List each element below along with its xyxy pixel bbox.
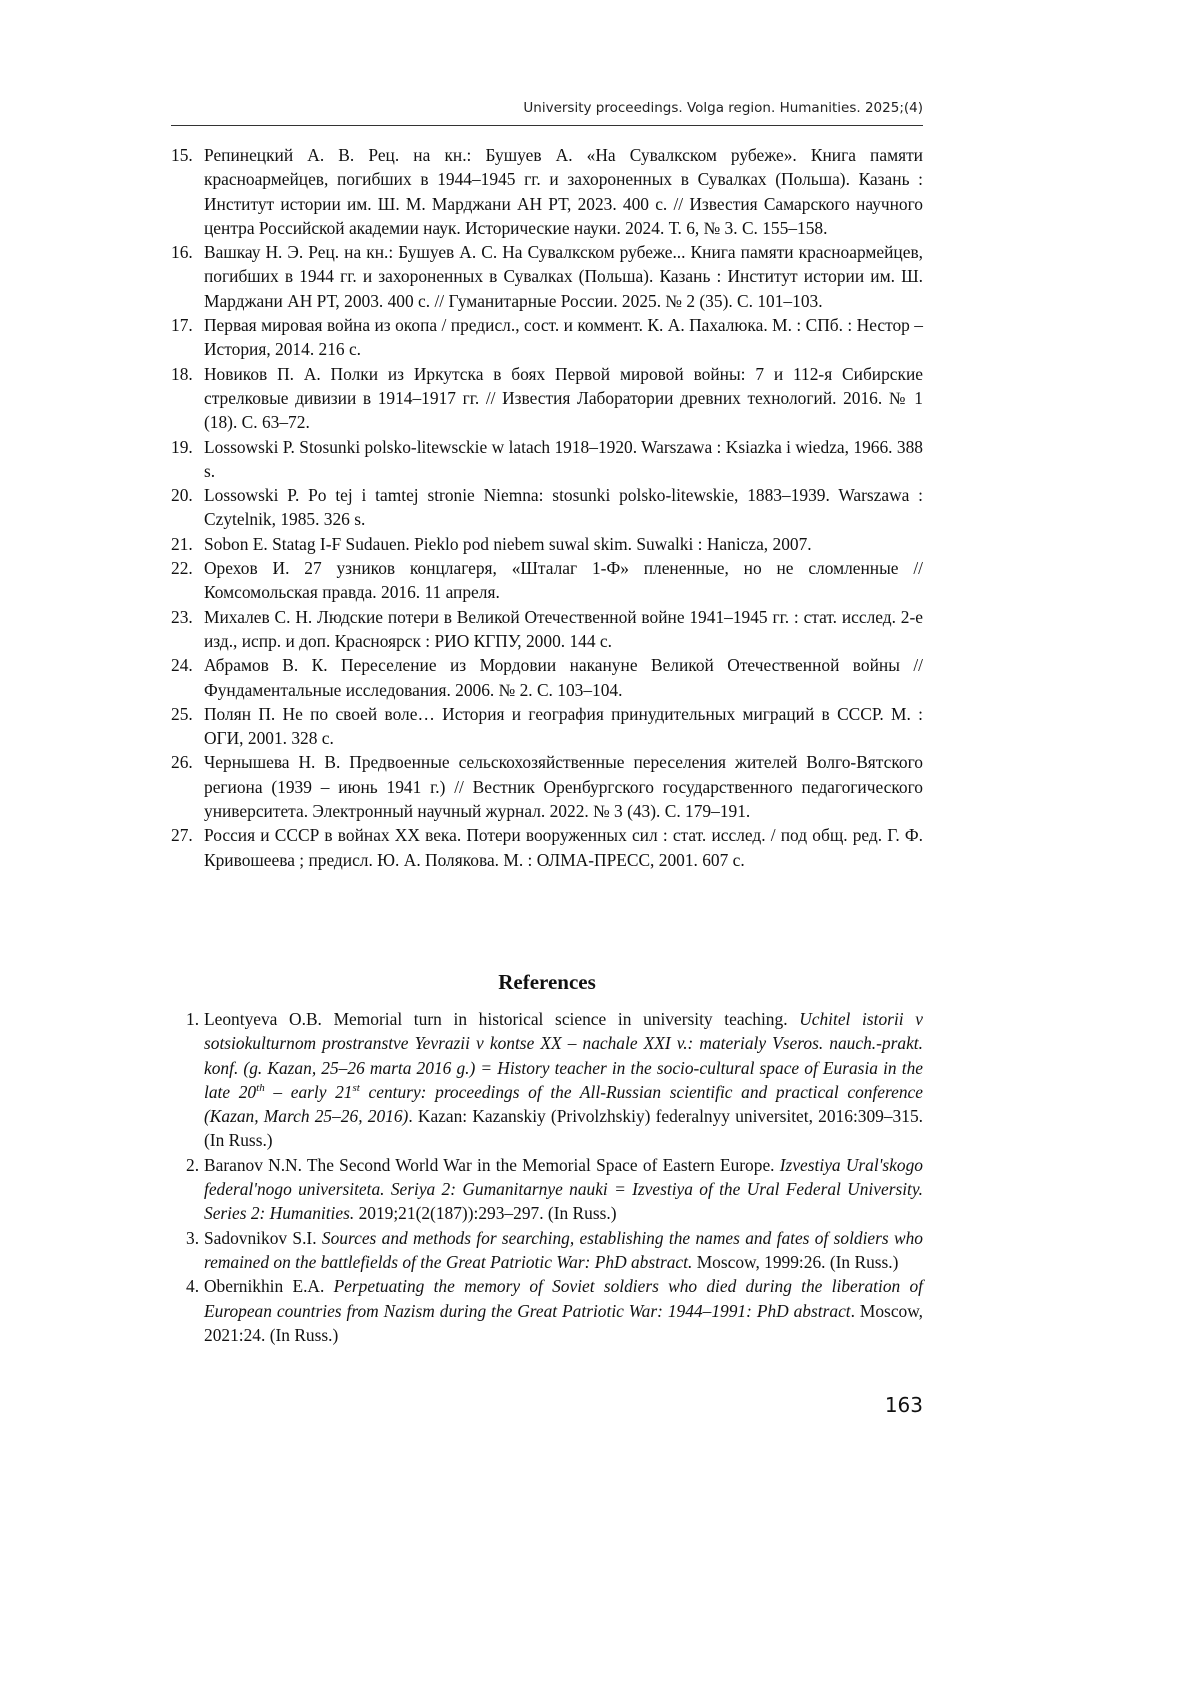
- reference-number: 26.: [171, 752, 193, 773]
- reference-number: 17.: [171, 315, 193, 336]
- reference-number: 25.: [171, 703, 193, 724]
- reference-number-label: 2.: [186, 1154, 200, 1175]
- reference-item: [171, 1226, 923, 1275]
- reference-text: Чернышева Н. В. Предвоенные сельскохозяйственные переселения жителей Волго-Вятского региона (1939 – июнь 1941 г.) // Вестник Оренбургского государственного педагогического университета. Электронный научный журнал. 2022. № 3 (43). С. 179–191.: [204, 752, 923, 822]
- reference-text: Михалев С. Н. Людские потери в Великой Отечественной войне 1941–1945 гг. : стат. исслед. 2-е изд., испр. и доп. Красноярск : РИО КГПУ, 2000. 144 с.: [204, 606, 923, 651]
- page-number: 163: [884, 1393, 923, 1417]
- reference-authors: Leontyeva O.B. Memorial turn in historical science in university teaching.: [204, 1009, 800, 1029]
- reference-text: Lossowski P. Stosunki polsko-litewsckie w latach 1918–1920. Warszawa : Ksiazka i wiedza, 1966. 388 s.: [204, 436, 923, 481]
- reference-authors: Sadovnikov S.I.: [204, 1227, 322, 1248]
- superscript: th: [256, 1082, 265, 1095]
- reference-number: 23.: [171, 606, 193, 627]
- reference-number: [171, 1153, 204, 1226]
- reference-source-title: Uchitel istorii v sotsiokulturnom prostranstve Yevrazii v kontse XX – nachale XXI v.: materialy Vseros. nauch.-prakt. konf. (g. Kazan, 25–26 marta 2016 g.) = History teacher in the socio-cultural space of Eurasia in the late 20: [204, 1009, 923, 1102]
- reference-text: Россия и СССР в войнах XX века. Потери вооруженных сил : стат. исслед. / под общ. ред. Г. Ф. Кривошеева ; предисл. Ю. А. Полякова. М. : ОЛМА-ПРЕСС, 2001. 607 с.: [204, 825, 923, 870]
- superscript: st: [352, 1082, 360, 1095]
- reference-source-title: Izvestiya Ural'skogo federal'nogo universiteta. Seriya 2: Gumanitarnye nauki = Izvestiya of the Ural Federal University. Series 2: Humanities.: [204, 1154, 923, 1224]
- reference-source-title: Perpetuating the memory of Soviet soldiers who died during the liberation of European countries from Nazism during the Great Patriotic War: 1944–1991: PhD abstract: [204, 1276, 923, 1321]
- reference-authors: Obernikhin E.A.: [204, 1276, 334, 1297]
- reference-authors: Baranov N.N. The Second World War in the Memorial Space of Eastern Europe.: [204, 1154, 780, 1175]
- reference-number: 16.: [171, 242, 193, 263]
- reference-item: [171, 702, 923, 751]
- reference-list-english: [171, 1007, 923, 1347]
- reference-item: [171, 1007, 923, 1153]
- reference-item: [171, 143, 923, 240]
- reference-source-title: Sources and methods for searching, establishing the names and fates of soldiers who remained on the battlefields of the Great Patriotic War: PhD abstract.: [204, 1227, 923, 1272]
- reference-number: [171, 1274, 204, 1347]
- reference-text: Lossowski P. Po tej i tamtej stronie Niemna: stosunki polsko-litewskie, 1883–1939. Warszawa : Czytelnik, 1985. 326 s.: [204, 485, 923, 530]
- reference-item: [171, 1274, 923, 1347]
- reference-item: [171, 653, 923, 702]
- reference-number: 19.: [171, 436, 193, 457]
- reference-text: Репинецкий А. В. Рец. на кн.: Бушуев А. «На Сувалкском рубеже». Книга памяти красноармейцев, погибших в 1944–1945 гг. и захороненных в Сувалках (Польша). Казань : Институт истории им. Ш. М. Марджани АН РТ, 2023. 400 с. // Известия Самарского научного центра Российской академии наук. Исторические науки. 2024. Т. 6, № 3. С. 155–158.: [204, 145, 923, 238]
- reference-item: [171, 750, 923, 823]
- reference-item: [171, 1153, 923, 1226]
- reference-number: 27.: [171, 825, 193, 846]
- reference-item: [171, 605, 923, 654]
- reference-text: [204, 1274, 923, 1347]
- reference-number: 22.: [171, 558, 193, 579]
- reference-text: Полян П. Не по своей воле… История и география принудительных миграций в СССР. М. : ОГИ, 2001. 328 с.: [204, 703, 923, 749]
- reference-publication: Moscow, 1999:26. (In Russ.): [692, 1251, 899, 1272]
- reference-text: Sobon E. Statag I-F Sudauen. Pieklo pod niebem suwal skim. Suwalki : Hanicza, 2007.: [204, 533, 812, 554]
- reference-source-title: – early 21: [264, 1081, 353, 1102]
- running-header: University proceedings. Volga region. Humanities. 2025;(4): [523, 100, 923, 116]
- reference-item: [171, 435, 923, 484]
- reference-number: 20.: [171, 485, 193, 506]
- header-rule: [171, 125, 923, 126]
- reference-number-label: 3.: [186, 1227, 200, 1248]
- reference-number: [171, 1007, 204, 1153]
- reference-item: [171, 483, 923, 532]
- reference-number-label: 4.: [186, 1276, 200, 1297]
- reference-item: [171, 313, 923, 362]
- reference-number-label: 1.: [186, 1009, 200, 1029]
- reference-number: 15.: [171, 145, 193, 165]
- reference-publication: . Moscow, 2021:24. (In Russ.): [204, 1300, 924, 1345]
- reference-number: 21.: [171, 533, 193, 554]
- reference-source-title: century: proceedings of the All-Russian scientific and practical conference (Kazan, March 25–26, 2016): [204, 1081, 923, 1127]
- reference-text: Новиков П. А. Полки из Иркутска в боях Первой мировой войны: 7 и 112-я Сибирские стрелковые дивизии в 1914–1917 гг. // Известия Лаборатории древних технологий. 2016. № 1 (18). С. 63–72.: [204, 363, 923, 433]
- reference-text: [204, 1007, 923, 1153]
- reference-item: [171, 362, 923, 435]
- reference-publication: 2019;21(2(187)):293–297. (In Russ.): [354, 1203, 617, 1224]
- reference-item: [171, 532, 923, 556]
- reference-item: [171, 823, 923, 872]
- reference-text: [204, 1153, 923, 1226]
- reference-text: Первая мировая война из окопа / предисл., сост. и коммент. К. А. Пахалюка. М. : СПб. : Нестор – История, 2014. 216 с.: [204, 315, 923, 360]
- reference-text: Абрамов В. К. Переселение из Мордовии накануне Великой Отечественной войны // Фундаментальные исследования. 2006. № 2. С. 103–104.: [204, 655, 923, 700]
- reference-publication: . Kazan: Kazanskiy (Privolzhskiy) federalnyy universitet, 2016:309–315. (In Russ.): [204, 1106, 923, 1151]
- reference-text: Орехов И. 27 узников концлагеря, «Шталаг 1-Ф» плененные, но не сломленные // Комсомольская правда. 2016. 11 апреля.: [204, 558, 923, 603]
- reference-text: Вашкау Н. Э. Рец. на кн.: Бушуев А. С. На Сувалкском рубеже... Книга памяти красноармейцев, погибших в 1944 гг. и захороненных в Сувалках (Польша). Казань : Институт истории им. Ш. Марджани АН РТ, 2003. 400 с. // Гуманитарные России. 2025. № 2 (35). С. 101–103.: [204, 242, 923, 311]
- reference-number: [171, 1226, 204, 1275]
- reference-item: [171, 240, 923, 313]
- reference-number: 18.: [171, 363, 193, 384]
- reference-list-russian: [171, 143, 923, 872]
- reference-number: 24.: [171, 655, 193, 676]
- references-heading: References: [498, 970, 596, 994]
- reference-item: [171, 556, 923, 605]
- reference-text: [204, 1226, 923, 1275]
